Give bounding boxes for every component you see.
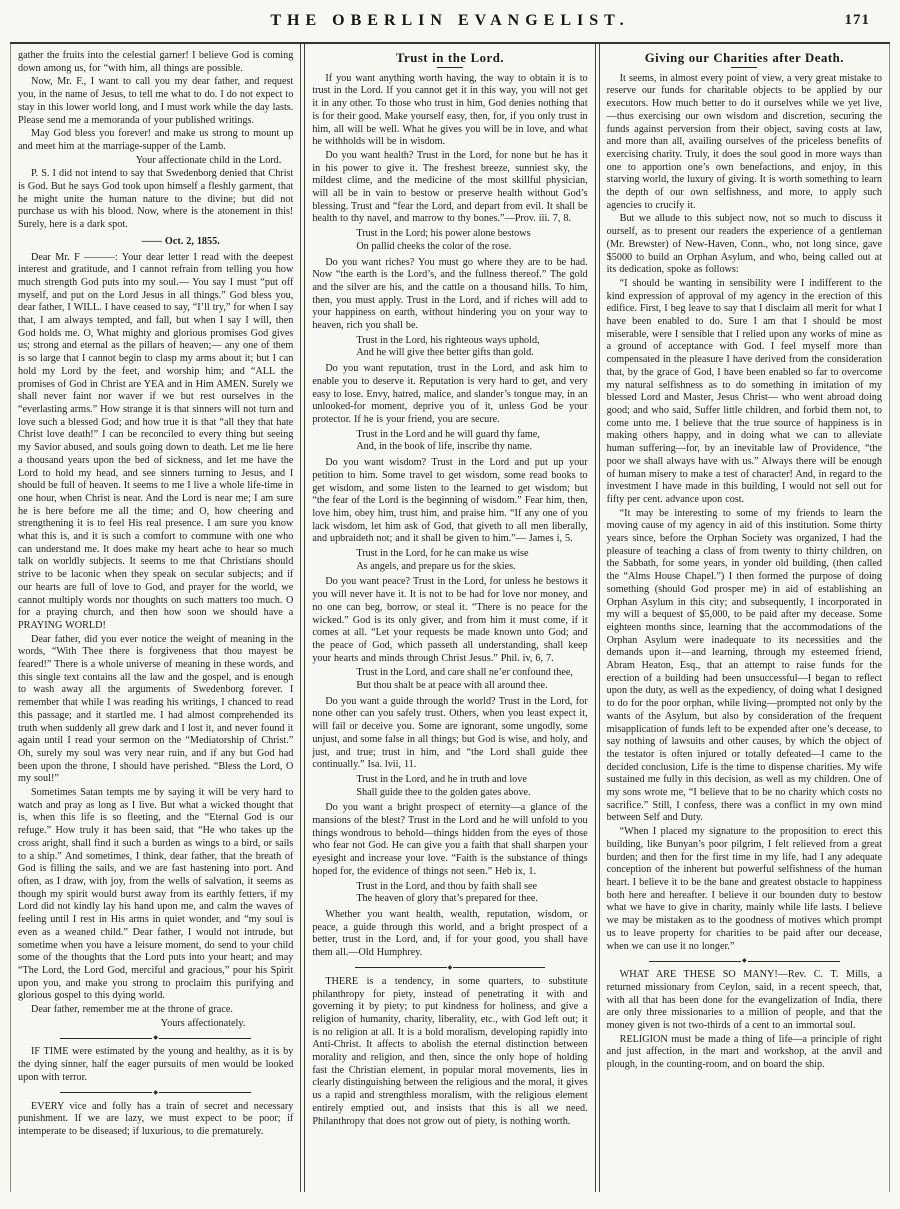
article-title-charities: Giving our Charities after Death. [644,51,844,65]
verse [312,548,587,573]
verse [312,228,587,253]
verse-line: Shall guide thee to the golden gates above. [356,786,531,798]
section-divider [18,1090,293,1096]
paragraph: Do you want health? Trust in the Lord, for none but he has it in his power to give it. The freshest breeze, sunniest sky, the mildest clime, and the medicine of the most skillful physician, will all be in vain to bestow or preserve health without God’s blessing. Trust and “fear the Lord, and depart from evil. It shall be health to thy navel, and marrow to thy bones.”—Prov. iii. 7, 8. [312,149,588,225]
column-1 [11,44,300,1192]
paragraph: Dear father, did you ever notice the weight of meaning in the words, “With Thee there is forgiveness that thou mayest be feared!” There is a whole universe of meaning in these words, and this single text contains all the law and the gospel, and is enough to wash away all the arguments of Swedenborg forever. I remember that while I was reading his writings, I chanced to read this passage; and it startled me. I had almost comprehended its truth when suddenly all grew dark and I lost it, and never found it again until I read your sermon on the “Mediatorship of Christ.” Oh, surely my soul was very near ruin, and if any but God had been upon the throne, I should have perished. “Bless the Lord, O my soul!” [18,633,294,785]
divider-ornament-icon: ◆ [153,1089,158,1096]
section-divider [607,958,882,964]
paragraph: Whether you want health, wealth, reputation, wisdom, or peace, a guide through this world, and a bright prospect of a better, trust in the Lord, and, if for your good, you shall have them all.—Old Humphrey. [312,909,588,959]
page-number: 171 [844,12,870,28]
masthead-title: THE OBERLIN EVANGELIST. [270,12,630,29]
verse-line: And he will give thee better gifts than gold. [356,347,534,359]
verse-line: Trust in the Lord, for he can make us wise [356,548,529,560]
paragraph: Now, Mr. F., I want to call you my dear father, and request you, in the name of Jesus, to tell me what to do. I do not expect to stay in this lower world long, and I must work while the day lasts. Please send me a memoranda of your published writings. [18,76,294,126]
paragraph: May God bless you forever! and make us strong to mount up and meet him at the marriage-supper of the Lamb. [18,128,294,152]
paragraph: IF TIME were estimated by the young and healthy, as it is by the dying sinner, half the eager pursuits of men would be looked upon with terror. [18,1046,294,1083]
signature-line: Yours affectionately. [160,1017,246,1029]
date-line: —— Oct. 2, 1855. [141,235,220,247]
column-3 [600,44,889,1192]
paragraph: RELIGION must be made a thing of life—a principle of right and just affection, in the mart and workshop, at the anvil and plough, in the counting-room, and on board the ship. [606,1033,882,1071]
signature-line: Your affectionate child in the Lord. [135,154,282,166]
paragraph: WHAT ARE THESE SO MANY!—Rev. C. T. Mills, a returned missionary from Ceylon, said, in a recent speech, that, with all that has been done for the evangelization of India, there are only three missionaries to a million of people, and that the money given is not two-thirds of a cent to an immortal soul. [606,969,882,1032]
columns-container [10,44,890,1192]
verse-line: The heaven of glory that’s prepared for thee. [356,893,538,905]
verse-line: Trust in the Lord; his power alone bestows [356,228,531,240]
verse [312,774,587,799]
paragraph: But we allude to this subject now, not so much to discuss it ourself, as to present our readers the experience of a gentleman (Mr. Brewster) of New-Haven, Conn., who, not long since, gave $5000 to build an Orphan Asylum, and who, being called out at its dedication, spoke as follows: [606,213,882,276]
title-rule [731,67,757,68]
verse-line: As angels, and prepare us for the skies. [356,560,516,572]
paragraph: “I should be wanting in sensibility were I indifferent to the kind expression of approval of my agency in the erection of this edifice. First, I beg leave to say that I disclaim all merit for what I have been enabled to do. Sure I am that I should be most miserable, were I sensible that I relied upon any works of mine as a ground of acceptance with God. I feel myself more than compensated in the pleasure I have derived from the consideration that, by the grace of God, I have been enabled so far to overcome my natural selfishness as to do something in imitation of my blessed Lord and Master, Jesus Christ— who went abroad doing good; and who said, Suffer little children, and forbid them not, to come unto me. I believe that the true source of happiness is in making others happy, and in doing what we can to alleviate human suffering—for, by an inevitable law of Providence, “the poor we shall always have with us.” Always there will be enough of human misery to make a test of character! And, in regard to the investment I have made in this building, I would not sell out for fifty per cent. advance upon cost. [606,277,882,505]
paragraph: Sometimes Satan tempts me by saying it will be very hard to watch and pray as long as I live. But what a wicked thought that is, when this life is so fleeting, and the “Eternal God is our refuge.” How truly it has been said, that “He who takes up the cross aright, shall find it such a burden as wings to a bird, or sails to a ship.” And sometimes, I think, dear father, that the breath of God is filling the sails, and we are fast hastening into port. And often, as I draw, with joy, from the wells of salvation, it seems as though my spirit would burst away from its earthly fetters, if my Lord did not kindly lay his hand upon me, and calm the waves of feeling until I rest in His arms in quiet wonder, and “my soul is even as a weaned child.” Dear father, I would not intrude, but sometime when you have a leisure moment, do send to your child some of the thoughts that the Lord puts into your heart; and may “The Lord, the Lord God, merciful and gracious,” pour his Spirit upon you, and make you strong to proclaim this purifying and glorious gospel to this dying world. [18,787,294,1002]
paragraph: P. S. I did not intend to say that Swedenborg denied that Christ is God. But he says God took upon himself a fleshly garment, that he might unite the human nature to the divine; but did not purchase us with his blood. Now, where is the atonement in this! Surely, here is a dark spot. [18,168,294,231]
verse-line: But thou shalt be at peace with all around thee. [356,680,548,692]
paragraph: Dear father, remember me at the throne of grace. [31,1004,233,1016]
masthead [8,12,892,40]
paragraph: Dear Mr. F ———: Your dear letter I read with the deepest interest and gratitude, and I cannot refrain from telling you how much strength God puts into my soul.— You say I must “put off myself, and put on the Lord Jesus in all things.” God bless you, dear father, I WILL. I have ceased to say, “I’ll try,” for when I say that, I am always tempted, and fall, but when I say I will, then God holds me. O, What mighty and glorious promises God gives us; strong and eternal as the pillars of heaven;— any one of them is so large that I cannot begin to clasp my arms about it; but I can hold my Lord by the feet, and worship him; and “ALL the promises of God in Christ are YEA and in Him AMEN. Surely we shall never faint nor waver if we but rest ourselves in the “everlasting arms.” How strange it is that sinners will not turn and love such a blessed God; and how true it is that “all they that hate Christ love death!” I can be reconciled to every thing but seeing my Savior abused, and souls going down to death. Let me lie here a thousand years upon the bed of sickness, and let me have the Lord to hold my head, and see sinners turning to Jesus, and I should be full of heaven. It seems to me I live a whole life-time in one hour, when Christ is near. And the Lord is near me; I am sure he is here before me all the time; and O, how cheering and strengthening it is to feel His real presence. I am sure you know what this is, and it is such a comfort to commune with one who can understand me. It does make my heart ache to hear so much talk on worldly subjects. It seems to me that Christians should strive to be laconic when they speak on secular subjects; and if our hearts are full of love to God, and prayer for the world, we cannot multiply words nor thoughts on such matters too much. O for a praying church, and then how soon we should have a PRAYING WORLD! [18,251,294,631]
verse-line: Trust in the Lord and he will guard thy fame, [356,428,540,440]
verse [312,335,587,360]
verse-line: On pallid cheeks the color of the rose. [356,240,512,252]
verse-line: And, in the book of life, inscribe thy name. [356,441,533,453]
verse-line: Trust in the Lord, and he in truth and love [356,773,527,785]
paragraph: “It may be interesting to some of my friends to learn the moving cause of my agency in aid of this institution. Some thirty years since, before the Orphan Society was organized, I had the pleasure of teaching a class of from twenty to thirty children, on the Sabbath, for some years, in yonder old building, (then called the “Alms House Chapel.”) I then formed the purpose of doing something (should God prosper me) in aid of establishing an Orphan Asylum in this city; and subsequently, I incorporated in my will a bequest of $5,000, to be paid after my decease. Some eighteen months since, learning that the accommodations of the Orphan Asylum were inadequate to its necessities and the demands upon it—and learning, through my esteemed friend, Abram Heaton, Esq., that an attempt to raise funds for the erection of a building had been unsuccessful—I began to reflect upon the duty, as well as the expediency, of doing what I designed to do for the poor orphan, while living—prompted not only by the wants of the Asylum, but also by consideration of the frequent misapplication of funds left to be expended after one’s decease, to say nothing of lawsuits and other causes, by which the object of the testator is often injured or totally defeated—I came to the decided conclusion, Life is the time to dispense charities. My wife sustained me fully in this decision, as well as my children. One of my sons wrote me, “I believe that to be no charity which costs no sacrifice.” Still, I confess, there was a conflict in my own mind between Self and Duty. [606,507,882,824]
divider-ornament-icon: ◆ [447,964,453,971]
paragraph: THERE is a tendency, in some quarters, to substitute philanthropy for piety, instead of penetrating it with and governing it by piety; to put kindness for holiness, and give a religion of humanity, charity, liberality, etc., with God left out; it is no religion at all. It is a bold moralism, developing rapidly into Anti-Christ. It affects to abolish the eternal distinction between morality and religion, and then, since the only hope of holding fast the Christian element, in popular moral movements, lies in clearly distinguishing between the religious and the moral, it gives us a rapid and strengthless moralism, with the religious element entirely emptied out, and insists that this is all we need. Philanthropy that does not grow out of piety, is nothing worth. [312,975,588,1127]
paragraph: gather the fruits into the celestial garner! I believe God is coming down among us, for “with him, all things are possible. [18,50,294,74]
paragraph: Do you want peace? Trust in the Lord, for unless he bestows it you will never have it. It is not to be had for love nor money, and no one can beg, borrow, or steal it. “There is no peace for the wicked.” God is its only giver, and from him it must come, if it comes at all. “Let your requests be made known unto God; and the peace of God, which passeth all understanding, shall keep your hearts and minds through Christ Jesus.” Phil. iv, 6, 7. [312,576,588,664]
verse-line: Trust in the Lord, his righteous ways uphold, [356,334,540,346]
verse-line: Trust in the Lord, and care shall ne’er confound thee, [356,667,573,679]
section-divider [312,965,587,971]
paragraph: EVERY vice and folly has a train of secret and necessary punishment. If we are lazy, we must expect to be poor; if intemperate to be diseased; if luxurious, to die prematurely. [18,1100,294,1137]
title-rule [437,67,463,68]
verse-line: Trust in the Lord, and thou by faith shall see [356,880,538,892]
paragraph: “When I placed my signature to the proposition to erect this building, like Bunyan’s poor pilgrim, I felt relieved from a great burden; and then for the first time in my life, had I any adequate conception of the inherent but powerful selfishness of the human heart. I believe it to be the bane and greatest obstacle to happiness both here and hereafter. I believe it our bounden duty to bestow what we have to give in charity, mainly while life lasts. I believe we may be mistaken as to the goodness of motives which prompt us to leave property for charities to be paid after our decease, when we can use it no longer.” [606,826,882,952]
paragraph: Do you want reputation, trust in the Lord, and ask him to enable you to deserve it. Reputation is very hard to get, and very easy to lose. Envy, hatred, malice, and slander’s tongue may, in an unlooked-for moment, deprive you of it, unless God be your protector. If he is your friend, you are secure. [312,363,588,425]
paragraph: Do you want a bright prospect of eternity—a glance of the mansions of the blest? Trust in the Lord and he will unfold to you things wondrous to behold—things hidden from the eyes of those who fear not God. He can give you a faith that shall sharpen your eyesight and increase your love. “Faith is the substance of things hoped for, the evidence of things not seen.” Heb ix, 1. [312,802,588,877]
paragraph: Do you want a guide through the world? Trust in the Lord, for none other can you safely trust. Others, when you least expect it, will fail or deceive you. Some are ignorant, some ungodly, some unjust, and some false in all things; but God is wise, and holy, and just, and true; trust in him, and “the Lord shall guide thee continually.” Isa. lvii, 11. [312,695,588,771]
paragraph: Do you want riches? You must go where they are to be had. Now “the earth is the Lord’s, and the fullness thereof.” The gold and the silver are his, and the cattle on a thousand hills. To him, then, you must apply. Trust in the Lord, and if riches will add to your happiness on earth, without hindering you on your way to heaven, rich you shall be. [312,256,588,332]
article-title-trust: Trust in the Lord. [395,51,505,65]
divider-ornament-icon: ◆ [153,1035,158,1042]
verse [312,667,587,692]
column-2 [305,44,594,1192]
verse [312,881,587,906]
verse [312,429,587,454]
divider-ornament-icon: ◆ [742,958,747,965]
paragraph: Do you want wisdom? Trust in the Lord and put up your petition to him. Some travel to get wisdom, some read books to get wisdom, and some listen to the learned to get wisdom; but “the fear of the Lord is the beginning of wisdom.” Fear him, then, love him, obey him, trust him, and praise him. “If any one of you lack wisdom, let him ask of God, that giveth to all men liberally, and upbraideth not; and it shall be given to him.”— James i, 5. [312,457,588,545]
section-divider [18,1035,293,1041]
paragraph: It seems, in almost every point of view, a very great mistake to reserve our funds for charitable objects to be applied by our executors. How much better to do it ourselves while we yet live,—thus exercising our own wisdom and discretion, securing the funds against perversion from their object, saving costs at law, and more than all, availing ourselves of the priceless benefits of exercising charity. Truly, it does the soul good in more ways than one to apportion one’s own benefactions, and enjoy, in this starving world, the luxury of giving. It is worth something to learn the depth of our own selfishness, and more, to apply such agencies to crucify it. [606,72,882,211]
paragraph: If you want anything worth having, the way to obtain it is to trust in the Lord. If you cannot get it in this way, you will not get it in any other. To those who trust in him, God denies nothing that is for their good. Make yourself easy, then, for, if you only trust in him, all will be well. What he gives you will be in love, and what he withholds will be in wisdom. [312,72,588,148]
